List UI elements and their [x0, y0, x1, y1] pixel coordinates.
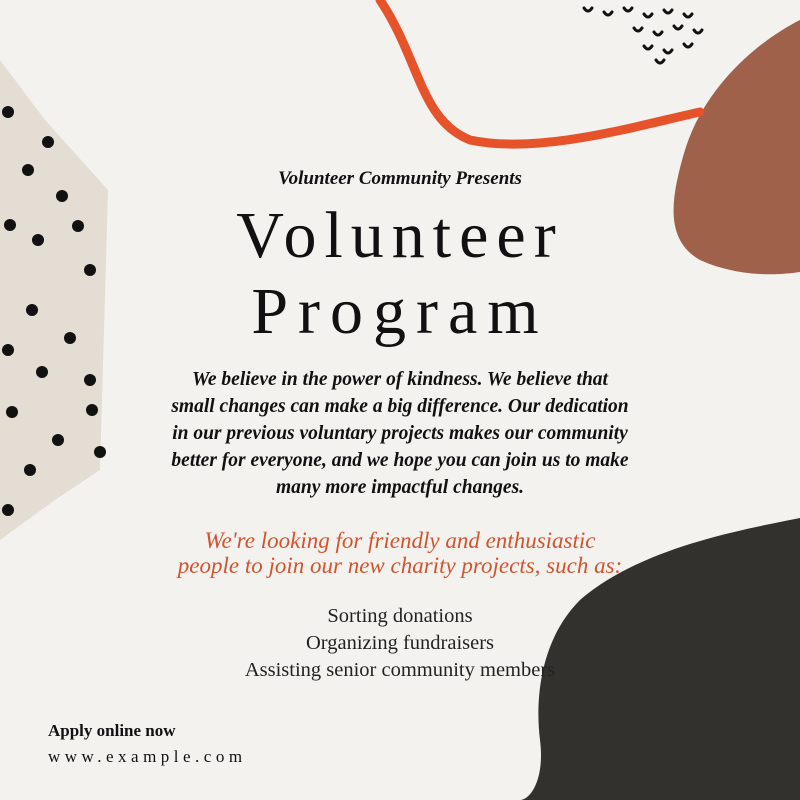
polka-dot	[84, 374, 96, 386]
apply-text: Apply online now	[48, 721, 176, 740]
polka-dot	[56, 190, 68, 202]
arc-mark	[664, 50, 672, 53]
task-list	[150, 603, 650, 684]
arc-mark	[584, 8, 592, 11]
polka-dot	[24, 464, 36, 476]
arc-mark	[654, 32, 662, 35]
arc-mark	[634, 28, 642, 31]
arc-mark	[684, 44, 692, 47]
description-line: many more impactful changes.	[275, 477, 525, 498]
polka-dot	[2, 504, 14, 516]
arc-mark	[694, 30, 702, 33]
callout-line: We're looking for friendly and enthusiastic	[204, 528, 596, 553]
task-item: Organizing fundraisers	[305, 632, 495, 654]
description-line: better for everyone, and we hope you can join us to make	[171, 450, 629, 471]
arc-mark	[684, 14, 692, 17]
description-line: in our previous voluntary projects makes our community	[172, 423, 628, 444]
title-line-1: Volunteer	[236, 199, 564, 272]
description-paragraph	[110, 366, 690, 501]
arc-mark	[644, 14, 652, 17]
arc-mark	[644, 46, 652, 49]
callout-line: people to join our new charity projects, such as:	[177, 553, 623, 578]
description-line: small changes can make a big difference. Our dedication	[171, 396, 629, 417]
arc-mark	[664, 10, 672, 13]
task-item: Sorting donations	[327, 605, 473, 627]
description-line: We believe in the power of kindness. We believe that	[192, 369, 608, 390]
polka-dot	[2, 344, 14, 356]
presenter-text: Volunteer Community Presents	[278, 168, 522, 189]
polka-dot	[52, 434, 64, 446]
task-item: Assisting senior community members	[244, 659, 556, 681]
polka-dot	[42, 136, 54, 148]
callout-text	[100, 528, 700, 578]
title-line-2: Program	[251, 275, 549, 348]
arc-mark	[604, 12, 612, 15]
orange-line-shape	[380, 0, 700, 144]
arc-mark	[656, 60, 664, 63]
arc-marks	[584, 8, 702, 63]
arc-mark	[674, 26, 682, 29]
polka-dot	[2, 106, 14, 118]
polka-dot	[6, 406, 18, 418]
polka-dot	[86, 404, 98, 416]
arc-mark	[624, 8, 632, 11]
polka-dot	[36, 366, 48, 378]
polka-dot	[94, 446, 106, 458]
website-link[interactable]: www.example.com	[48, 747, 247, 766]
